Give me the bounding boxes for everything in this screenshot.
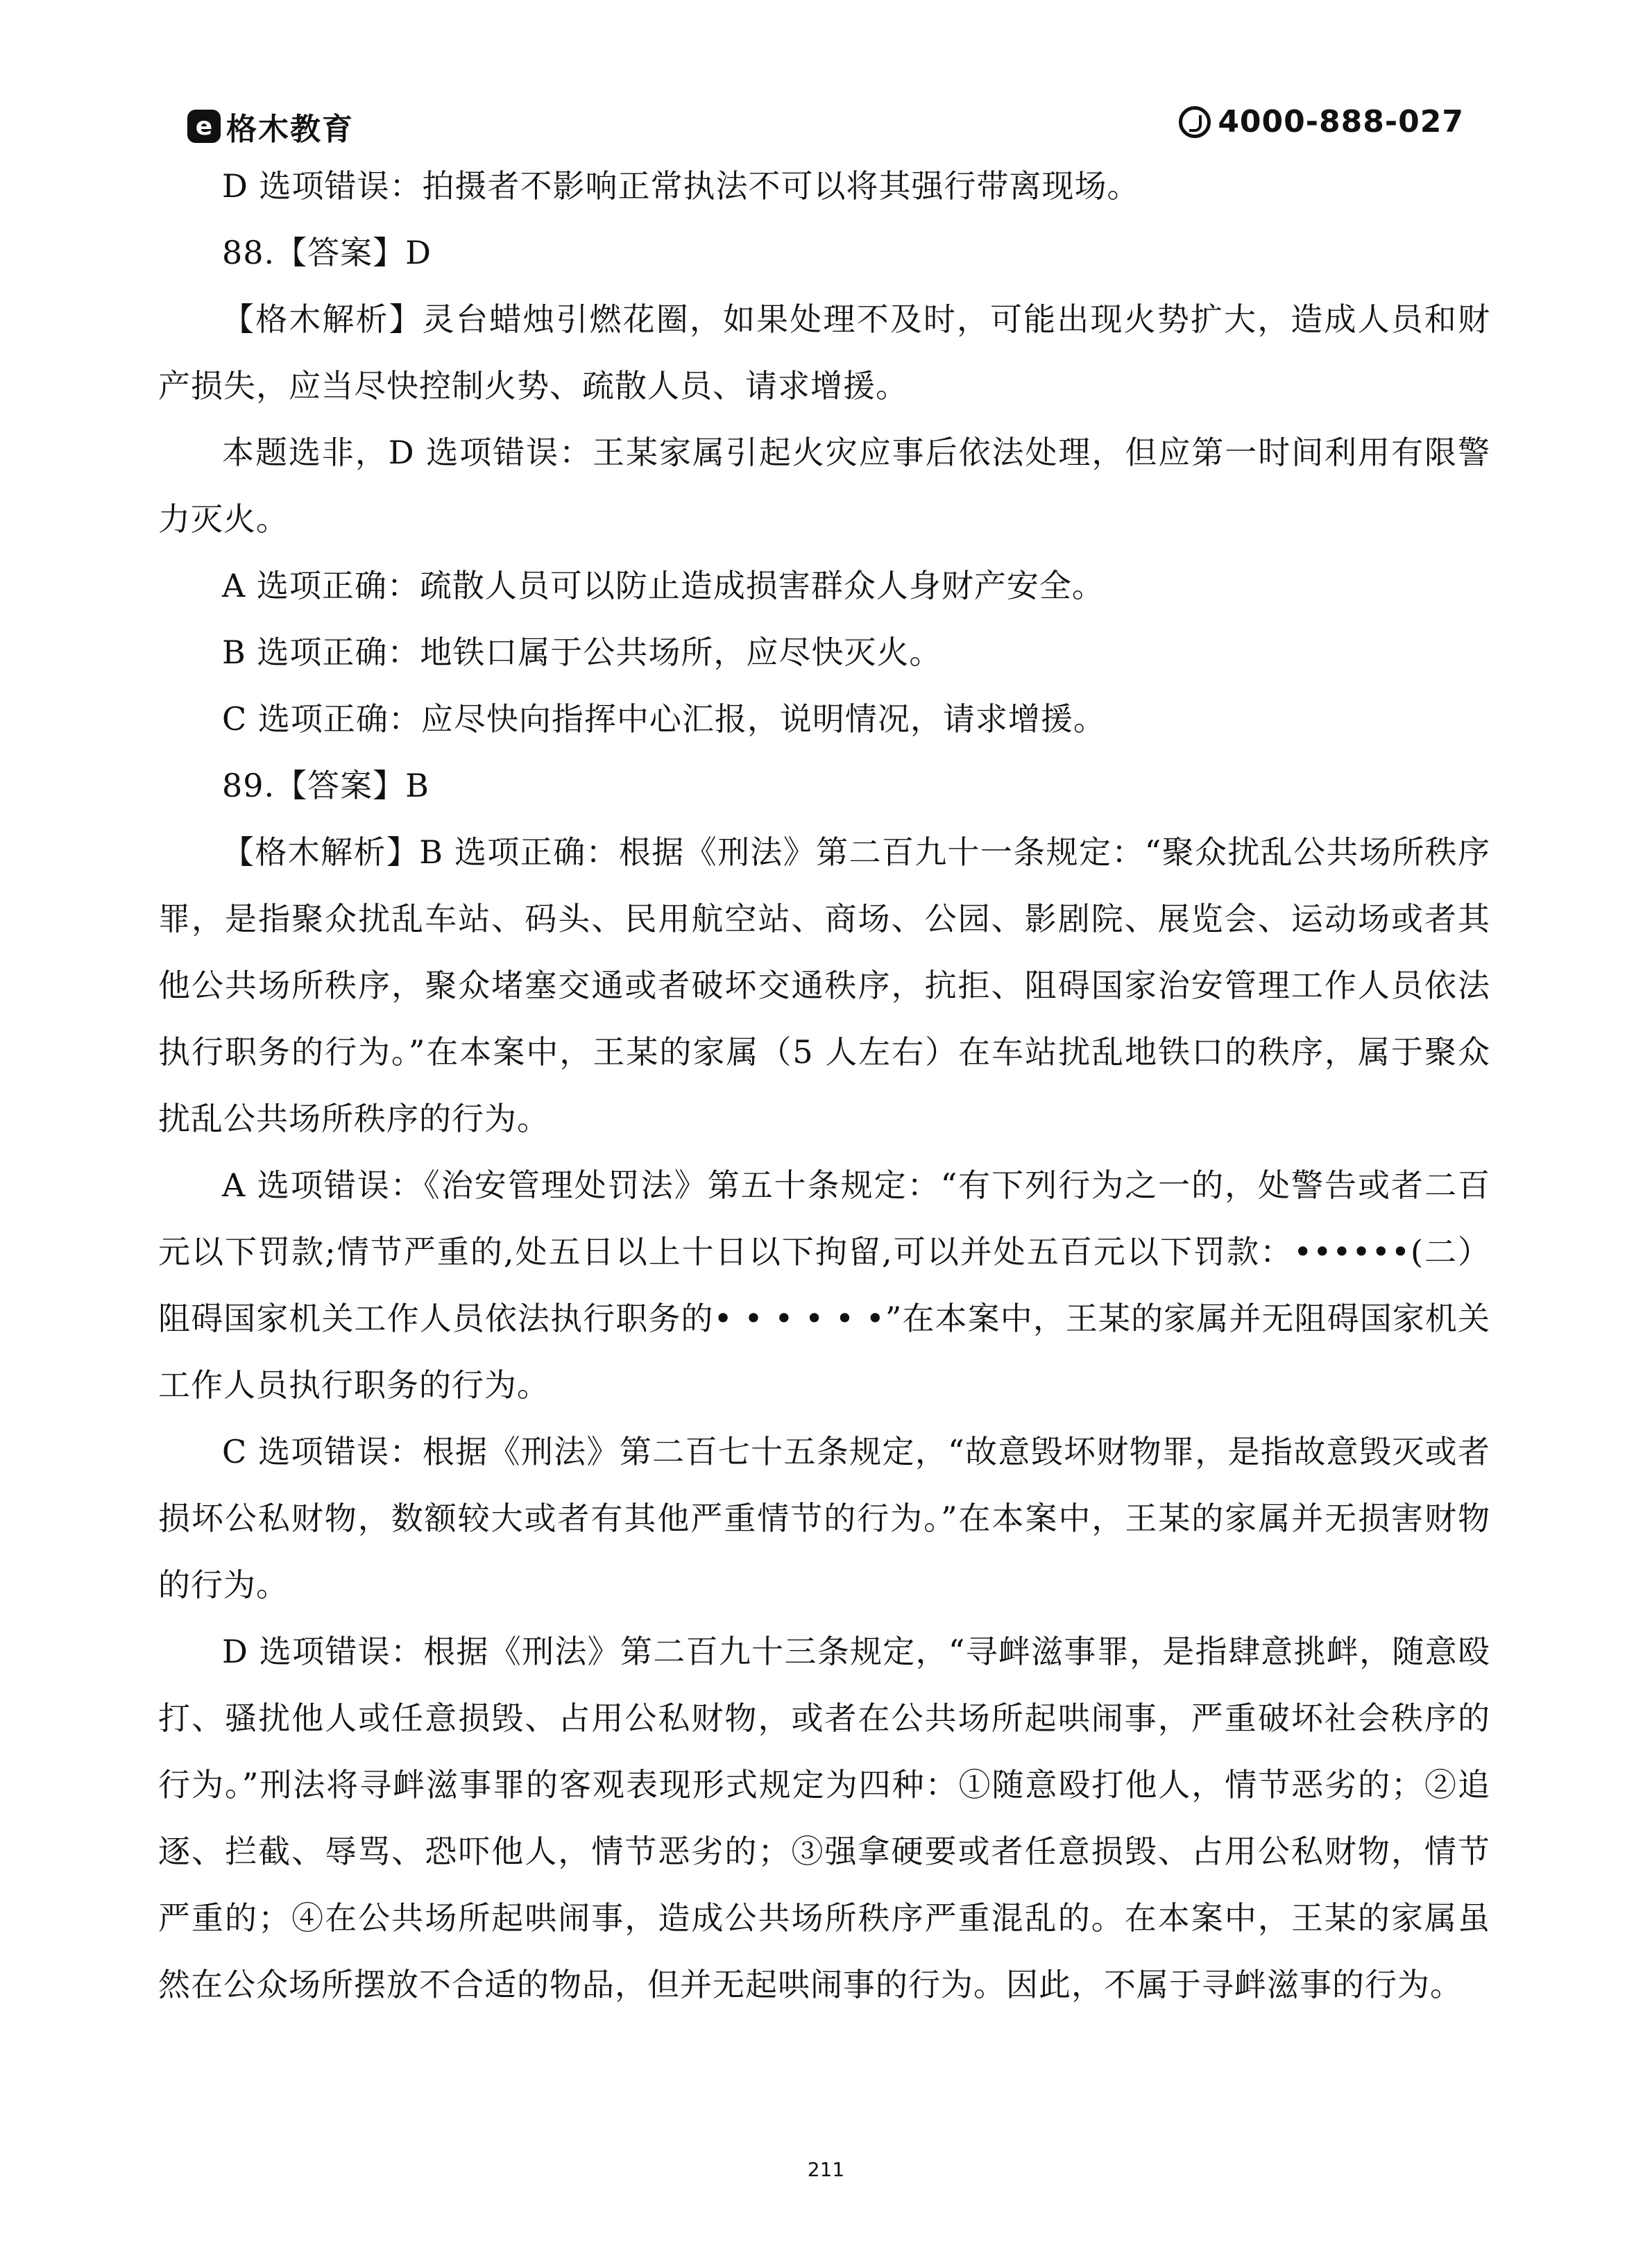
paragraph: 【格木解析】灵台蜡烛引燃花圈，如果处理不及时，可能出现火势扩大，造成人员和财产损失，应当尽快控制火势、疏散人员、请求增援。 [158,300,1490,405]
paragraph: C 选项错误：根据《刑法》第二百七十五条规定，“故意毁坏财物罪，是指故意毁灭或者损坏公私财物，数额较大或者有其他严重情节的行为。”在本案中，王某的家属并无损害财物的行为。 [158,1433,1490,1604]
paragraph: 【格木解析】B 选项正确：根据《刑法》第二百九十一条规定：“聚众扰乱公共场所秩序罪，是指聚众扰乱车站、码头、民用航空站、商场、公园、影剧院、展览会、运动场或者其他公共场所秩序，聚众堵塞交通或者破坏交通秩序，抗拒、阻碍国家治安管理工作人员依法执行职务的行为。”在本案中，王某的家属（5 人左右）在车站扰乱地铁口的秩序，属于聚众扰乱公共场所秩序的行为。 [158,833,1490,1137]
paragraph: C 选项正确：应尽快向指挥中心汇报，说明情况，请求增援。 [222,700,1106,738]
document-body [158,153,1490,2018]
paragraph: 本题选非，D 选项错误：王某家属引起火灾应事后依法处理，但应第一时间利用有限警力灭火。 [158,434,1490,538]
phone-icon [1179,106,1211,138]
phone-contact [1179,104,1464,139]
answer-heading: 88.【答案】D [222,234,432,271]
paragraph: D 选项错误：拍摄者不影响正常执法不可以将其强行带离现场。 [222,167,1140,205]
brand-logo [187,104,354,148]
paragraph: A 选项错误：《治安管理处罚法》第五十条规定：“有下列行为之一的，处警告或者二百元以下罚款;情节严重的,处五日以上十日以下拘留,可以并处五百元以下罚款：••••••(二）阻碍国家机关工作人员依法执行职务的• • • • • •”在本案中，王某的家属并无阻碍国家机关工作人员执行职务的行为。 [158,1166,1490,1404]
page-header [187,97,1464,153]
logo-mark-icon: e [187,110,221,143]
paragraph: B 选项正确：地铁口属于公共场所，应尽快灭火。 [222,634,942,671]
answer-heading: 89.【答案】B [222,767,429,804]
paragraph: A 选项正确：疏散人员可以防止造成损害群众人身财产安全。 [222,567,1105,604]
paragraph: D 选项错误：根据《刑法》第二百九十三条规定，“寻衅滋事罪，是指肆意挑衅，随意殴打、骚扰他人或任意损毁、占用公私财物，或者在公共场所起哄闹事，严重破坏社会秩序的行为。”刑法将寻衅滋事罪的客观表现形式规定为四种：①随意殴打他人，情节恶劣的；②追逐、拦截、辱骂、恐吓他人，情节恶劣的；③强拿硬要或者任意损毁、占用公私财物，情节严重的；④在公共场所起哄闹事，造成公共场所秩序严重混乱的。在本案中，王某的家属虽然在公众场所摆放不合适的物品，但并无起哄闹事的行为。因此，不属于寻衅滋事的行为。 [158,1633,1490,2003]
page-number: 211 [807,2158,845,2181]
phone-number: 4000-888-027 [1218,104,1464,139]
logo-text: 格木教育 [226,112,354,147]
